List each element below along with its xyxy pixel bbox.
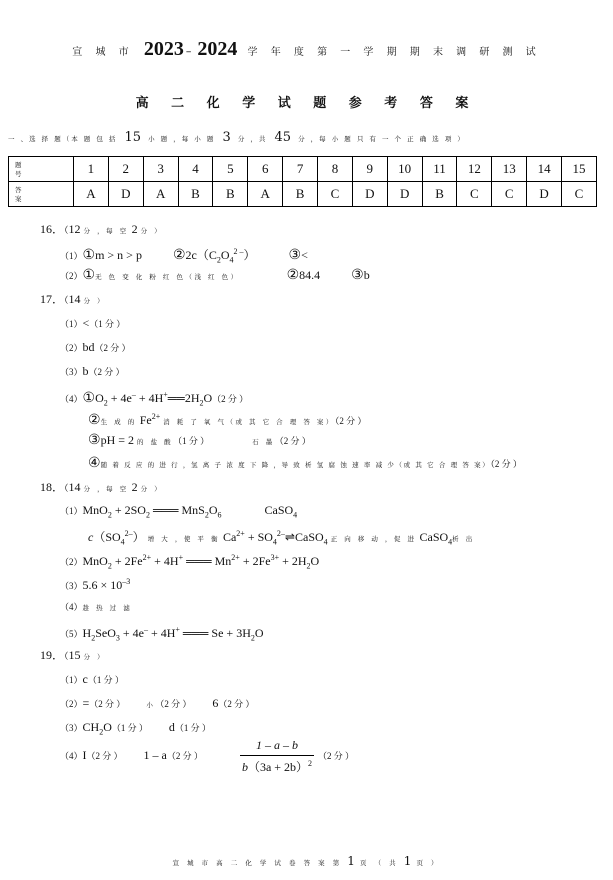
question-number-cell: 4 <box>178 157 213 182</box>
q19-number: 19． <box>40 648 65 662</box>
q16-answer-2-sub: 2 <box>216 255 221 265</box>
q17-eq-sup2: + <box>163 390 168 399</box>
q17-eq-b: + 4e <box>107 391 132 405</box>
denominator-exp: 2 <box>308 759 313 768</box>
q17-graphite: 石 墨 <box>252 438 275 446</box>
q16-answer-2a: 2c（C <box>185 248 217 262</box>
q17-part2-points: （2 分 ） <box>94 343 131 353</box>
answer-cell: C <box>562 182 597 207</box>
q19-part4-points-2: （2 分 ） <box>166 751 203 761</box>
q18-eq3-sup1: – <box>143 625 148 634</box>
q18-part3 <box>60 575 130 593</box>
title-city: 宣 城 市 <box>72 47 134 58</box>
q18-eq1-a: MnO <box>82 503 108 517</box>
q18-eq3-e: Se + 3H <box>208 626 251 640</box>
answer-cell: D <box>387 182 422 207</box>
q19-part4-fraction <box>240 738 314 775</box>
question-number-cell: 2 <box>108 157 143 182</box>
q16-part2-answer-1: 无 色 变 化 粉 红 色（浅 红 色） <box>95 273 240 281</box>
footer-page: 1 <box>347 854 355 868</box>
q18-eq3-a: H <box>82 626 92 640</box>
section1-mid1: 小 题 ，每 小 题 <box>148 135 216 143</box>
q18-eq1-sub2: 2 <box>145 510 150 520</box>
question-number-cell: 14 <box>527 157 562 182</box>
q18-eq1-sub4: 6 <box>217 510 222 520</box>
q19-part3-sub: 2 <box>99 727 104 737</box>
q17-fe: Fe <box>139 413 152 427</box>
q18-part4-label: （4） <box>60 602 83 612</box>
title-year-start: 2023 <box>143 38 184 60</box>
q18-eq2-sup3: 2+ <box>231 553 240 562</box>
q16-each: 2 <box>131 222 138 236</box>
q18-eq2-sup2: + <box>178 553 184 562</box>
q16-part2-circle-3: ③ <box>351 268 364 283</box>
answer-cell: D <box>527 182 562 207</box>
q18-mid: 分 ，每 空 <box>83 485 129 493</box>
q18-ca: Ca <box>222 530 237 544</box>
q18-eq2-d: Mn <box>211 554 232 568</box>
q17-part1-answer: < <box>82 316 90 330</box>
title-year-end: 2024 <box>197 38 238 60</box>
q16-unit: 分 ） <box>140 227 164 235</box>
q16-mid: 分 ，每 空 <box>83 227 129 235</box>
q18-eq3-c: + 4e <box>119 626 144 640</box>
q17-unit: 分 ） <box>83 297 107 305</box>
answer-cell: A <box>248 182 283 207</box>
q17-number: 17． <box>40 292 65 306</box>
q19-part1-answer: c <box>82 672 88 686</box>
q18-eq2-arrow: ═══ <box>186 554 212 568</box>
title-dash: – <box>185 45 192 58</box>
q18-plus-so4-sub: 4 <box>272 537 277 547</box>
q19-part2-answer-1: = <box>82 696 90 710</box>
q18-part1-explain <box>88 527 475 549</box>
section1-instructions <box>8 130 466 145</box>
section1-mid2: 分 ，共 <box>237 135 268 143</box>
section1-prefix: 一 、选 择 题（本 题 包 括 <box>8 135 118 143</box>
q18-ca-sup: 2+ <box>236 529 245 538</box>
q17-fe-sup: 2+ <box>151 412 161 421</box>
q17-circle-3: ③ <box>88 433 101 448</box>
q19-part3-points-1: （1 分 ） <box>111 723 148 733</box>
q18-explain-text3: 析 出 <box>452 535 475 543</box>
q18-part3-label: （3） <box>60 581 83 591</box>
section1-count: 15 <box>124 130 142 145</box>
fraction-numerator: 1 – a – b <box>256 738 298 752</box>
q17-part1-points: （1 分 ） <box>89 319 126 329</box>
q18-so4: （SO <box>93 530 121 544</box>
footer-suffix: 页 ） <box>416 859 441 867</box>
q17-part2 <box>60 340 131 355</box>
q17-part4-label: （4） <box>60 394 83 404</box>
q17-ph: pH = 2 <box>100 433 134 447</box>
question-number-cell: 11 <box>422 157 457 182</box>
q18-eq2-sub1: 2 <box>107 561 112 571</box>
q19-part2-label: （2） <box>60 699 83 709</box>
q16-part2-answer-3: b <box>363 268 370 282</box>
q18-part2-label: （2） <box>60 557 83 567</box>
q19-part4-answer-1: I <box>82 748 87 762</box>
q19-part2-answer-3: 6 <box>212 696 219 710</box>
q18-number: 18． <box>40 480 65 494</box>
q17-part4 <box>60 388 248 410</box>
answer-row <box>9 182 597 207</box>
q17-circle-2: ② <box>88 413 101 428</box>
q18-eq2-b: + 2Fe <box>111 554 143 568</box>
q18-eq2-c: + 4H <box>151 554 179 568</box>
q18-part4-answer: 趁 热 过 滤 <box>82 604 133 612</box>
q17-part4-4-text: 随 着 反 应 的 进 行 ，氢 离 子 浓 度 下 降 ，导 致 析 氢 腐 蚀 速 率 减 少（或 其 它 合 理 答 案） <box>100 461 491 469</box>
question-number-cell: 8 <box>318 157 353 182</box>
q18-eq3-sup2: + <box>175 625 180 634</box>
q17-part3-answer: b <box>82 364 89 378</box>
q17-eq-sub: 2 <box>103 398 108 408</box>
answer-cell: B <box>283 182 318 207</box>
q17-part2-label: （2） <box>60 343 83 353</box>
footer-prefix: 宣 城 市 高 二 化 学 试 卷 答 案 第 <box>172 859 343 867</box>
q19-part3-answer-a: CH <box>82 720 100 734</box>
q18-eq2-sup1: 2+ <box>142 553 152 562</box>
q17-part4-2 <box>88 410 366 429</box>
question-number-cell: 13 <box>492 157 527 182</box>
q17-eq-arrow: ══ <box>167 391 185 405</box>
q19-part1-points: （1 分 ） <box>87 675 124 685</box>
denominator-b: b <box>241 760 248 774</box>
q19-part2 <box>60 696 254 712</box>
q17-part3 <box>60 364 125 379</box>
q18-so4-sup: 2– <box>124 529 133 538</box>
q17-part1-label: （1） <box>60 319 83 329</box>
answer-cell: B <box>213 182 248 207</box>
q19-part2-points-3: （2 分 ） <box>218 699 255 709</box>
q16-open: （ <box>64 225 69 235</box>
q17-eq-e: O <box>203 391 213 405</box>
q16-points: 12 <box>68 222 81 236</box>
q18-explain-text2: 正 向 移 动 ，促 进 <box>330 535 417 543</box>
q19-part4-points-3-line <box>318 748 354 763</box>
q18-part1-label: （1） <box>60 506 83 516</box>
q19-header <box>40 648 106 664</box>
q16-circle-2: ② <box>172 248 186 263</box>
q18-part1 <box>60 503 297 522</box>
q16-answer-2-sub2: 4 <box>229 255 234 265</box>
q17-header <box>40 292 106 308</box>
q18-eq3-d: + 4H <box>147 626 176 640</box>
q17-part3-points: （2 分 ） <box>88 367 125 377</box>
q17-part4-2-text1: 生 成 的 <box>100 418 137 426</box>
q18-caso4: CaSO <box>264 503 294 517</box>
answer-table <box>8 156 597 207</box>
q16-number: 16． <box>40 222 65 236</box>
q18-eq1-d: O <box>208 503 218 517</box>
q17-part4-3 <box>88 433 311 449</box>
q19-part1-label: （1） <box>60 675 83 685</box>
question-number-cell: 1 <box>74 157 109 182</box>
answer-cell: A <box>143 182 178 207</box>
q18-eq3-sub2: 3 <box>115 633 120 643</box>
section1-points: 3 <box>222 130 231 145</box>
page-subtitle: 高 二 化 学 试 题 参 考 答 案 <box>135 96 478 111</box>
q17-circle-1: ① <box>82 391 96 406</box>
q18-part4 <box>60 599 132 615</box>
q18-caso4-sub: 4 <box>293 510 298 520</box>
q17-part4-4 <box>88 456 522 472</box>
q19-part3-points-2: （1 分 ） <box>174 723 211 733</box>
exam-title <box>0 38 613 61</box>
q19-part4 <box>60 748 203 763</box>
q19-part3-answer-2: d <box>168 720 175 734</box>
q17-points: 14 <box>68 292 81 306</box>
denominator-paren: （3a + 2b） <box>247 760 309 774</box>
q18-eq1-sub1: 2 <box>107 510 112 520</box>
answer-cell: C <box>457 182 492 207</box>
q19-points: 15 <box>68 648 81 662</box>
answer-cell: C <box>492 182 527 207</box>
q17-part4-points: （2 分 ） <box>212 394 249 404</box>
q17-part3-label: （3） <box>60 367 83 377</box>
q19-part1 <box>60 672 124 687</box>
q18-product2: CaSO <box>419 530 449 544</box>
answer-cell: D <box>108 182 143 207</box>
q18-c: c <box>88 530 94 544</box>
q19-unit: 分 ） <box>83 653 107 661</box>
question-number-row <box>9 157 597 182</box>
footer-total: 1 <box>403 854 412 868</box>
q18-header <box>40 480 163 496</box>
q16-header <box>40 222 163 238</box>
q18-eq1-c: MnS <box>178 503 205 517</box>
q18-part3-answer: 5.6 × 10 <box>82 578 123 592</box>
q18-eq3-sub3: 2 <box>250 633 255 643</box>
q18-explain-text1: 增 大 ，使 平 衡 <box>147 535 220 543</box>
q18-plus-so4-sup: 2– <box>276 529 285 538</box>
q17-part1 <box>60 316 125 331</box>
q18-eq2-e: + 2Fe <box>239 554 271 568</box>
q17-part4-3-points: （1 分 ） <box>173 436 210 446</box>
q17-graphite-points: （2 分 ） <box>274 436 311 446</box>
q18-open: （ <box>64 483 69 493</box>
q16-answer-3: < <box>301 248 308 262</box>
answer-cell: C <box>318 182 353 207</box>
q18-part2 <box>60 551 319 573</box>
q16-part2-circle-1: ① <box>82 268 96 283</box>
q18-eq3-arrow: ═══ <box>182 626 209 640</box>
q19-part3-answer-b: O <box>103 720 112 734</box>
q19-part3-label: （3） <box>60 723 83 733</box>
q18-part5-label: （5） <box>60 629 83 639</box>
q18-eq1-sub3: 2 <box>204 510 209 520</box>
q18-eq3-b: SeO <box>95 626 116 640</box>
section1-suffix: 分 ，每 小 题 只 有 一 个 正 确 选 项 ） <box>298 135 466 143</box>
q16-circle-3: ③ <box>288 248 302 263</box>
q18-product: CaSO <box>294 530 324 544</box>
q18-eq1-arrow: ═══ <box>152 503 179 517</box>
q17-eq-c: + 4H <box>135 391 164 405</box>
q17-part2-answer: bd <box>82 340 95 354</box>
q19-open: （ <box>64 651 69 661</box>
section1-total: 45 <box>274 130 292 145</box>
q16-answer-2b: O <box>220 248 230 262</box>
question-number-cell: 15 <box>562 157 597 182</box>
question-number-cell: 3 <box>143 157 178 182</box>
question-number-cell: 7 <box>283 157 318 182</box>
q17-eq-sup: – <box>131 390 136 399</box>
q16-part2-answer-2: 84.4 <box>299 268 321 282</box>
answer-cell: D <box>352 182 387 207</box>
q19-part3 <box>60 720 211 739</box>
q18-so4-sub: 4 <box>120 537 125 547</box>
q18-eq2-sup4: 3+ <box>270 553 280 562</box>
q18-part5 <box>60 623 264 645</box>
q19-part4-points-1: （2 分 ） <box>86 751 123 761</box>
q18-product-sub: 4 <box>323 537 328 547</box>
question-number-cell: 6 <box>248 157 283 182</box>
question-number-cell: 12 <box>457 157 492 182</box>
q19-part2-points-1: （2 分 ） <box>89 699 126 709</box>
q18-each: 2 <box>131 480 138 494</box>
q18-eq1-b: + 2SO <box>111 503 146 517</box>
q17-circle-4: ④ <box>88 456 101 471</box>
q18-plus-so4: + SO <box>244 530 273 544</box>
q19-part2-points-2: （2 分 ） <box>155 699 192 709</box>
q18-equilibrium-arrow: ⇌ <box>284 530 295 544</box>
question-number-cell: 10 <box>387 157 422 182</box>
q19-part4-points-3: （2 分 ） <box>318 751 355 761</box>
answer-cell: B <box>178 182 213 207</box>
q17-part4-4-points: （2 分 ） <box>490 459 522 469</box>
q18-product2-sub: 4 <box>448 537 453 547</box>
row-label-answer: 答 案 <box>9 182 74 207</box>
q16-part2-label: （2） <box>60 271 83 281</box>
q18-eq2-g: O <box>310 554 320 568</box>
page-footer <box>0 854 613 868</box>
question-number-cell: 5 <box>213 157 248 182</box>
fraction-denominator <box>240 756 314 775</box>
q16-part1 <box>60 245 308 267</box>
q18-eq2-f: + 2H <box>279 554 307 568</box>
q19-part4-answer-2: 1 – a <box>143 748 167 762</box>
q17-eq-sub2: 2 <box>199 398 204 408</box>
q19-part4-label: （4） <box>60 751 83 761</box>
q16-answer-1: m > n > p <box>95 248 142 262</box>
q18-unit: 分 ） <box>140 485 164 493</box>
q18-part3-exp: –3 <box>122 577 131 586</box>
question-number-cell: 9 <box>352 157 387 182</box>
q18-eq2-a: MnO <box>82 554 108 568</box>
q16-part2-circle-2: ② <box>286 268 300 283</box>
q17-eq-d: 2H <box>184 391 200 405</box>
q18-eq3-f: O <box>254 626 264 640</box>
q18-eq3-sub1: 2 <box>91 633 96 643</box>
q17-part4-2-text2: 消 耗 了 氧 气（或 其 它 合 理 答 案） <box>163 418 335 426</box>
q19-part2-answer-2: 小 <box>146 701 156 709</box>
q17-eq-a: O <box>95 391 104 405</box>
q18-so4-close: ） <box>132 530 145 544</box>
title-suffix: 学 年 度 第 一 学 期 期 末 调 研 测 试 <box>247 47 541 58</box>
q17-open: （ <box>64 295 69 305</box>
q16-part2 <box>60 268 370 284</box>
answer-cell: B <box>422 182 457 207</box>
q18-eq2-sub2: 2 <box>306 561 311 571</box>
q17-hcl: 的 盐 酸 <box>137 438 174 446</box>
answer-cell: A <box>74 182 109 207</box>
q16-answer-2-sup: 2 – <box>233 247 244 256</box>
q18-points: 14 <box>68 480 81 494</box>
q16-answer-2c: ） <box>243 248 256 262</box>
q16-part1-label: （1） <box>60 251 83 261</box>
row-label-question: 题 号 <box>9 157 74 182</box>
footer-mid: 页 （ 共 <box>360 859 399 867</box>
q17-part4-2-points: （2 分 ） <box>334 416 367 426</box>
q16-circle-1: ① <box>82 248 96 263</box>
